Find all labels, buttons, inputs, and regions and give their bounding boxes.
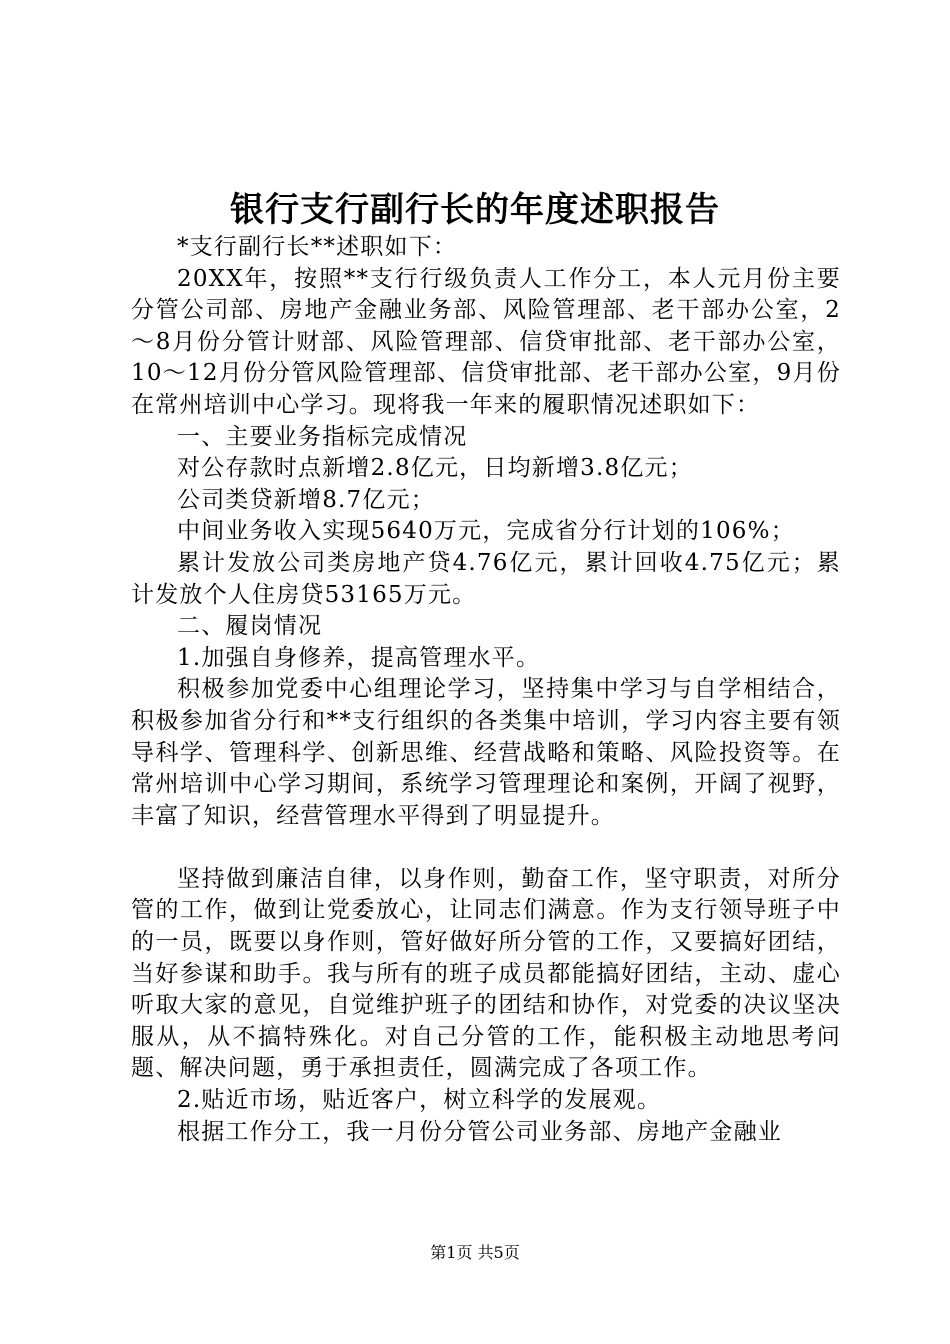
subheading-1: 1.加强自身修养，提高管理水平。 (177, 644, 541, 671)
section-heading-2: 二、履岗情况 (177, 613, 323, 640)
subheading-2: 2.贴近市场，贴近客户，树立科学的发展观。 (177, 1087, 662, 1114)
document-body (131, 232, 841, 1148)
paragraph-intro: *支行副行长**述职如下： (177, 234, 458, 260)
paragraph-integrity: 坚持做到廉洁自律，以身作则，勤奋工作，坚守职责，对所分管的工作，做到让党委放心，让同志们满意。作为支行领导班子中的一员，既要以身作则，管好做好所分管的工作，又要搞好团结，当好参谋和助手。我与所有的班子成员都能搞好团结，主动、虚心听取大家的意见，自觉维护班子的团结和协作，对党委的决议坚决服从，从不搞特殊化。对自己分管的工作，能积极主动地思考问题、解决问题，勇于承担责任，圆满完成了各项工作。 (131, 865, 841, 1082)
paragraph-division: 根据工作分工，我一月份分管公司业务部、房地产金融业 (177, 1118, 782, 1145)
metric-real-estate: 累计发放公司类房地产贷4.76亿元，累计回收4.75亿元；累计发放个人住房贷53165万元。 (131, 549, 841, 608)
metric-deposits: 对公存款时点新增2.8亿元，日均新增3.8亿元； (177, 455, 693, 482)
section-heading-1: 一、主要业务指标完成情况 (177, 423, 468, 450)
metric-income: 中间业务收入实现5640万元，完成省分行计划的106%； (177, 518, 795, 545)
document-title: 银行支行副行长的年度述职报告 (230, 190, 720, 230)
metric-loans: 公司类贷新增8.7亿元； (177, 486, 435, 513)
paragraph-study: 积极参加党委中心组理论学习，坚持集中学习与自学相结合，积极参加省分行和**支行组织的各类集中培训，学习内容主要有领导科学、管理科学、创新思维、经营战略和策略、风险投资等。在常州培训中心学习期间，系统学习管理理论和案例，开阔了视野，丰富了知识，经营管理水平得到了明显提升。 (131, 676, 841, 829)
page-footer: 第1页 共5页 (430, 1243, 520, 1262)
paragraph-overview: 20XX年，按照**支行行级负责人工作分工，本人元月份主要分管公司部、房地产金融业务部、风险管理部、老干部办公室，2～8月份分管计财部、风险管理部、信贷审批部、老干部办公室，10～12月份分管风险管理部、信贷审批部、老干部办公室，9月份在常州培训中心学习。现将我一年来的履职情况述职如下： (131, 265, 841, 418)
